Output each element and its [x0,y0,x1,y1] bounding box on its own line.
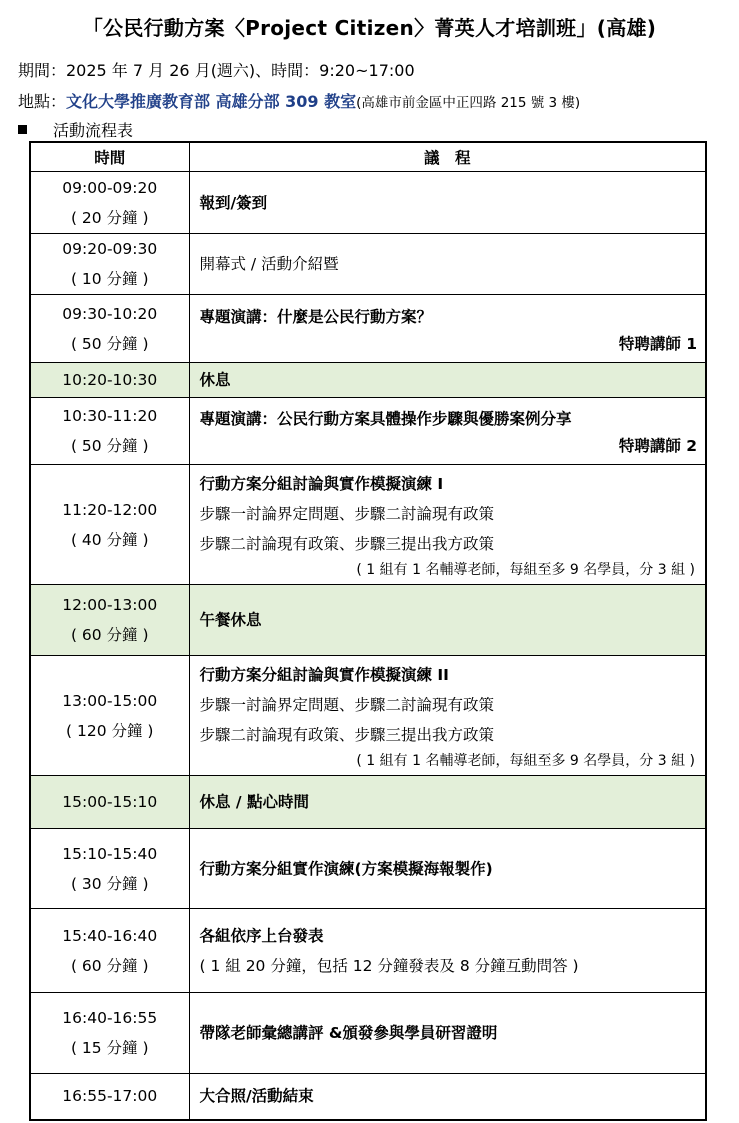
table-row [30,172,706,234]
table-header-row [30,142,706,172]
agenda-cell [189,295,706,363]
speaker-label: 特聘講師 1 [618,334,697,353]
agenda-line: 休息 / 點心時間 [199,793,309,811]
table-row [30,234,706,295]
time-cell [30,398,189,465]
time-range: 10:20-10:30 [62,371,158,389]
agenda-line: 大合照/活動結束 [199,1087,314,1106]
agenda-cell [189,398,706,465]
time-range: 13:00-15:00 [62,691,158,710]
agenda-line: 步驟二討論現有政策、步驟三提出我方政策 [199,725,495,744]
time-cell [30,295,189,363]
group-note: ( 1 組有 1 名輔導老師，每組至多 9 名學員，分 3 組 ) [356,752,695,769]
time-cell [30,585,189,656]
agenda-cell [189,234,706,295]
time-cell [30,909,189,993]
location-venue: 文化大學推廣教育部 高雄分部 309 教室 [66,92,357,111]
table-row [30,398,706,465]
time-range: 09:00-09:20 [62,178,158,197]
duration: ( 120 分鐘 ) [66,721,154,740]
time-range: 10:30-11:20 [62,407,158,425]
time-cell [30,829,189,909]
table-row [30,776,706,829]
table-body [30,172,706,1120]
time-range: 15:10-15:40 [62,844,158,863]
agenda-cell [189,585,706,656]
agenda-cell [189,829,706,909]
duration: ( 50 分鐘 ) [70,437,149,455]
schedule-line: 期間：2025 年 7 月 26 月(週六)、時間：9:20~17:00 [18,61,415,80]
time-range: 09:30-10:20 [62,304,158,323]
table-row [30,993,706,1074]
agenda-cell [189,993,706,1074]
section-title: 活動流程表 [53,121,134,140]
schedule-table [29,141,707,1121]
agenda-line: 午餐休息 [199,611,262,629]
agenda-line: 開幕式 / 活動介紹暨 [199,255,339,273]
duration: ( 60 分鐘 ) [70,626,149,644]
location-line [18,89,580,112]
location-prefix: 地點： [18,92,67,111]
agenda-line: 報到/簽到 [199,193,268,212]
agenda-line: 步驟一討論界定問題、步驟二討論現有政策 [199,695,495,714]
table-row [30,363,706,398]
time-range: 16:40-16:55 [62,1009,158,1027]
time-range: 12:00-13:00 [62,596,158,614]
time-cell [30,1074,189,1120]
agenda-cell [189,172,706,234]
time-range: 16:55-17:00 [62,1087,158,1106]
table-row [30,656,706,776]
duration: ( 60 分鐘 ) [70,956,149,975]
time-range: 09:20-09:30 [62,240,158,258]
duration: ( 50 分鐘 ) [70,334,149,353]
time-cell [30,234,189,295]
duration: ( 30 分鐘 ) [70,874,149,893]
table-row [30,909,706,993]
time-cell [30,172,189,234]
duration: ( 40 分鐘 ) [70,530,149,549]
agenda-line: 休息 [199,371,231,389]
time-cell [30,776,189,829]
time-cell [30,465,189,585]
group-note: ( 1 組有 1 名輔導老師，每組至多 9 名學員，分 3 組 ) [356,561,695,578]
section-heading [18,118,133,141]
agenda-cell [189,909,706,993]
time-range: 15:40-16:40 [62,926,158,945]
agenda-cell [189,776,706,829]
duration: ( 20 分鐘 ) [70,208,149,227]
square-bullet-icon [18,125,27,134]
agenda-line: 步驟一討論界定問題、步驟二討論現有政策 [199,504,495,523]
agenda-cell [189,656,706,776]
duration: ( 10 分鐘 ) [70,270,149,288]
agenda-line: 各組依序上台發表 [199,926,324,945]
time-cell [30,363,189,398]
header-agenda: 議 程 [189,142,706,172]
agenda-cell [189,363,706,398]
agenda-cell [189,1074,706,1120]
time-range: 15:00-15:10 [62,793,158,811]
time-range: 11:20-12:00 [62,500,158,519]
location-address: (高雄市前金區中正四路 215 號 3 樓) [356,95,581,111]
duration: ( 15 分鐘 ) [70,1039,149,1057]
time-cell [30,656,189,776]
table-row [30,829,706,909]
table-row [30,1074,706,1120]
agenda-line: 步驟二討論現有政策、步驟三提出我方政策 [199,534,495,553]
time-cell [30,993,189,1074]
agenda-line: 行動方案分組實作演練(方案模擬海報製作) [199,859,493,878]
agenda-line: 專題演講：公民行動方案具體操作步驟與優勝案例分享 [199,410,572,428]
table-row [30,465,706,585]
agenda-line: 行動方案分組討論與實作模擬演練 I [199,474,444,493]
header-time: 時間 [30,142,189,172]
agenda-line: 行動方案分組討論與實作模擬演練 II [199,665,449,684]
agenda-line: ( 1 組 20 分鐘，包括 12 分鐘發表及 8 分鐘互動問答 ) [199,956,579,975]
table-row [30,585,706,656]
agenda-line: 帶隊老師彙總講評 &頒發參與學員研習證明 [199,1024,498,1042]
agenda-line: 專題演講：什麼是公民行動方案？ [199,307,433,326]
speaker-label: 特聘講師 2 [618,437,697,455]
page-title: 「公民行動方案〈Project Citizen〉菁英人才培訓班」(高雄) [82,16,657,40]
table-row [30,295,706,363]
agenda-cell [189,465,706,585]
